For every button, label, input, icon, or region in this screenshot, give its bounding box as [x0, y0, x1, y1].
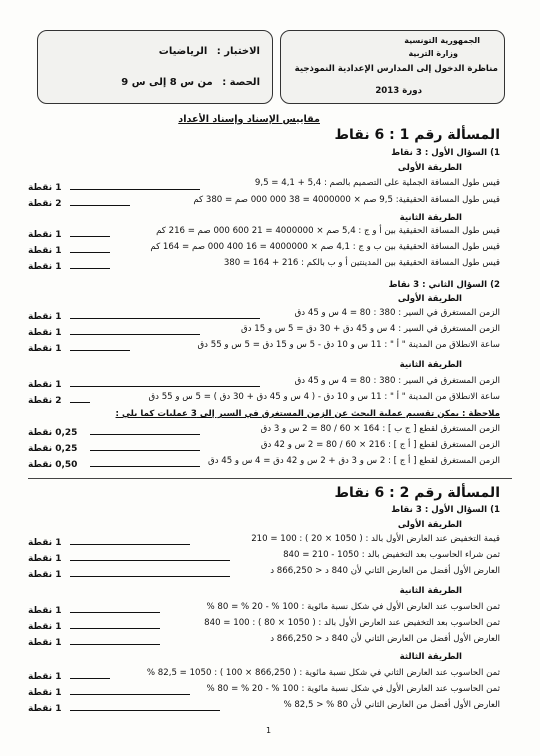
p1-note-line2-points: 0,25 نقطة	[28, 444, 78, 454]
header-left-box	[37, 30, 273, 104]
p1-m1-line2: قيس طول المسافة الحقيقية: 9,5 صم × 4000000 = 38 000 000 صم = 380 كم	[193, 195, 500, 205]
p2-m1-line1-points: 1 نقطة	[28, 538, 62, 548]
dash-line	[70, 544, 190, 545]
section-divider	[28, 478, 512, 479]
p2-m1-line2-points: 1 نقطة	[28, 554, 62, 564]
note-text: ملاحظة : يمكن تقسيم عملية البحث عن الزمن المستغرق في السير إلى 3 عمليات كما يلي :	[115, 409, 500, 419]
p1-note-line1: الزمن المستغرق لقطع [ ج ب ] : 164 × 60 / 80 = 2 س و 3 دق	[260, 424, 500, 434]
problem1-m2-title: الطريقة الثانية	[399, 213, 462, 223]
p2-m2-line2-points: 1 نقطة	[28, 622, 62, 632]
problem2-m2-title: الطريقة الثانية	[399, 586, 462, 596]
p1-note-line3-points: 0,50 نقطة	[28, 460, 78, 470]
p1-m1-line1: قيس طول المسافة الجملية على التصميم بالصم : 5,4 + 4,1 = 9,5	[254, 178, 500, 188]
dash-line	[70, 236, 110, 237]
p1-note-line2: الزمن المستغرق لقطع [ أ ج ] : 216 × 60 / 80 = 2 س و 42 دق	[260, 440, 500, 450]
p2-m1-line1: قيمة التخفيض عند العارض الأول بالد : ( 1050 × 20 ) : 100 = 210	[251, 534, 500, 544]
p1-m1-line1-points: 1 نقطة	[28, 183, 62, 193]
problem1-q2-title: 2) السؤال الثاني : 3 نقاط	[388, 280, 500, 290]
p2-m1-line2: ثمن شراء الحاسوب بعد التخفيض بالد : 1050 - 210 = 840	[283, 550, 500, 560]
dash-line	[70, 710, 220, 711]
p1-q2m2-line1-points: 1 نقطة	[28, 380, 62, 390]
dash-line	[70, 386, 260, 387]
problem2-q1-title: 1) السؤال الأول : 3 نقاط	[391, 505, 500, 515]
p1-m2-line1: قيس طول المسافة الحقيقية بين أ و ج : 5,4 صم × 4000000 = 21 600 000 صم = 216 كم	[156, 226, 500, 236]
dash-line	[70, 628, 160, 629]
dash-line	[70, 644, 160, 645]
dash-line	[70, 560, 230, 561]
p2-m3-line2-points: 1 نقطة	[28, 688, 62, 698]
problem1-title: المسألة رقم 1 : 6 نقاط	[334, 127, 500, 143]
session-time-value: من س 8 إلى س 9	[121, 77, 213, 88]
session-time-label: الحصة :	[222, 77, 260, 88]
dash-line	[70, 576, 230, 577]
contest-text: مناظرة الدخول إلى المدارس الإعدادية النموذجية	[294, 64, 498, 74]
p1-m2-line2: قيس طول المسافة الحقيقية بين ب و ج : 4,1 صم × 4000000 = 16 400 000 صم = 164 كم	[150, 242, 500, 252]
p1-q2m1-line2: الزمن المستغرق في السير : 4 س و 45 دق + 30 دق = 5 س و 15 دق	[241, 324, 500, 334]
p1-q2m1-line1: الزمن المستغرق في السير : 380 : 80 = 4 س و 45 دق	[294, 308, 500, 318]
p2-m2-line3: العارض الأول أفضل من العارض الثاني لأن 840 د < 866,250 د	[270, 634, 500, 644]
problem1-q2m2-title: الطريقة الثانية	[399, 360, 462, 370]
p2-m3-line3: العارض الأول أفضل من العارض الثاني لأن 80 % < 82,5 %	[283, 700, 500, 710]
p1-m2-line3: قيس طول المسافة الحقيقية بين المدينتين أ و ب بالكم : 216 + 164 = 380	[223, 258, 500, 268]
problem1-q2m1-title: الطريقة الأولى	[397, 294, 462, 304]
page-number: 1	[266, 726, 272, 735]
p1-m2-line2-points: 1 نقطة	[28, 246, 62, 256]
p2-m2-line2: ثمن الحاسوب بعد التخفيض عند العارض الأول بالد : ( 1050 × 80 ) : 100 = 840	[204, 618, 500, 628]
dash-line	[70, 678, 110, 679]
dash-line	[70, 205, 130, 206]
header-right-box	[280, 30, 505, 104]
p2-m2-line1-points: 1 نقطة	[28, 606, 62, 616]
dash-line	[70, 252, 110, 253]
exam-value: الرياضيات	[158, 46, 208, 57]
dash-line	[70, 694, 190, 695]
p1-q2m2-line1: الزمن المستغرق في السير : 380 : 80 = 4 س و 45 دق	[294, 376, 500, 386]
session-text: دورة 2013	[375, 86, 422, 96]
exam-header	[37, 30, 505, 108]
republic-text: الجمهورية التونسية	[404, 36, 480, 45]
dash-line	[70, 318, 260, 319]
dash-line	[90, 434, 200, 435]
dash-line	[70, 350, 130, 351]
dash-line	[90, 466, 200, 467]
p2-m3-line3-points: 1 نقطة	[28, 704, 62, 714]
p2-m3-line1-points: 1 نقطة	[28, 672, 62, 682]
problem2-m3-title: الطريقة الثالثة	[399, 652, 462, 662]
p2-m1-line3-points: 1 نقطة	[28, 570, 62, 580]
dash-line	[90, 450, 200, 451]
dash-line	[70, 189, 200, 190]
p2-m1-line3: العارض الأول أفضل من العارض الثاني لأن 840 د < 866,250 د	[270, 566, 500, 576]
p1-q2m2-line2-points: 2 نقطة	[28, 396, 62, 406]
p1-note-line3: الزمن المستغرق لقطع [ أ ج ] : 2 س و 3 دق + 2 س و 42 دق = 4 س و 45 دق	[208, 456, 500, 466]
p2-m3-line1: ثمن الحاسوب عند العارض الثاني في شكل نسبة مائوية : ( 866,250 × 100 ) : 1050 = 82,5 %	[146, 668, 500, 678]
p1-m2-line3-points: 1 نقطة	[28, 262, 62, 272]
p1-m1-line2-points: 2 نقطة	[28, 199, 62, 209]
p2-m2-line3-points: 1 نقطة	[28, 638, 62, 648]
dash-line	[70, 268, 110, 269]
p1-q2m1-line1-points: 1 نقطة	[28, 312, 62, 322]
p1-note-line1-points: 0,25 نقطة	[28, 428, 78, 438]
problem2-m1-title: الطريقة الأولى	[397, 520, 462, 530]
dash-line	[70, 334, 200, 335]
p2-m3-line2: ثمن الحاسوب عند العارض الأول في شكل نسبة مائوية : 100 % - 20 % = 80 %	[206, 684, 500, 694]
problem2-title: المسألة رقم 2 : 6 نقاط	[334, 485, 500, 501]
p1-m2-line1-points: 1 نقطة	[28, 230, 62, 240]
ministry-text: وزارة التربية	[408, 49, 458, 58]
p2-m2-line1: ثمن الحاسوب عند العارض الأول في شكل نسبة مائوية : 100 % - 20 % = 80 %	[206, 602, 500, 612]
problem1-m1-title: الطريقة الأولى	[397, 163, 462, 173]
problem1-q1-title: 1) السؤال الأول : 3 نقاط	[391, 148, 500, 158]
dash-line	[70, 402, 90, 403]
p1-q2m1-line3: ساعة الانطلاق من المدينة " أ " : 11 س و 10 دق - 5 س و 15 دق = 5 س و 55 دق	[197, 340, 500, 350]
exam-label: الاختبار :	[216, 46, 260, 57]
dash-line	[70, 612, 160, 613]
p1-q2m1-line2-points: 1 نقطة	[28, 328, 62, 338]
p1-q2m2-line2: ساعة الانطلاق من المدينة " أ " : 11 س و 10 دق - ( 4 س و 45 دق + 30 دق ) = 5 س و 55 دق	[148, 392, 500, 402]
document-title: مقاييس الإسناد وإسناد الأعداد	[178, 114, 320, 125]
p1-note	[116, 409, 500, 419]
p1-q2m1-line3-points: 1 نقطة	[28, 344, 62, 354]
